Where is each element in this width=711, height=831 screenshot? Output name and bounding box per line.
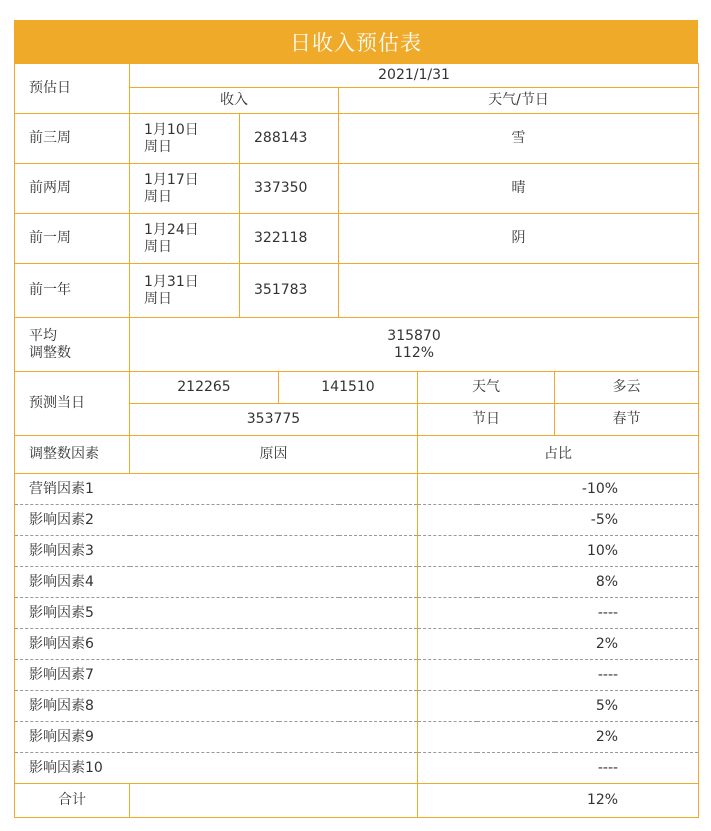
factor-row xyxy=(15,691,699,722)
history-label: 前三周 xyxy=(15,114,130,164)
factor-ratio: ---- xyxy=(418,753,699,784)
average-label-line2: 调整数 xyxy=(29,344,71,361)
factor-row xyxy=(15,567,699,598)
history-weekday: 周日 xyxy=(144,138,172,155)
factor-reason[interactable] xyxy=(130,691,418,722)
factor-row xyxy=(15,722,699,753)
factors-header-row xyxy=(15,436,699,474)
history-row xyxy=(15,264,699,318)
history-date-text: 1月31日 xyxy=(144,273,199,290)
history-weekday: 周日 xyxy=(144,290,172,307)
sheet-title: 日收入预估表 xyxy=(14,20,698,63)
forecast-sheet xyxy=(14,20,698,818)
factor-reason[interactable] xyxy=(130,474,418,505)
forecast-value-a: 212265 xyxy=(130,372,279,404)
history-weather: 晴 xyxy=(339,164,699,214)
history-income: 322118 xyxy=(240,214,339,264)
total-ratio: 12% xyxy=(418,784,699,818)
factor-reason[interactable] xyxy=(130,536,418,567)
adjust-value: 112% xyxy=(394,344,435,361)
factor-name: 影响因素7 xyxy=(15,660,130,691)
factor-ratio: -10% xyxy=(418,474,699,505)
history-date-text: 1月17日 xyxy=(144,171,199,188)
average-label xyxy=(15,318,130,372)
factor-name: 影响因素4 xyxy=(15,567,130,598)
forecast-row-1 xyxy=(15,372,699,404)
factor-reason[interactable] xyxy=(130,660,418,691)
history-date-text: 1月24日 xyxy=(144,221,199,238)
date-label: 预估日 xyxy=(15,64,130,114)
factor-name: 影响因素5 xyxy=(15,598,130,629)
factor-ratio: ---- xyxy=(418,598,699,629)
weather-value: 多云 xyxy=(555,372,699,404)
history-row xyxy=(15,114,699,164)
history-income: 351783 xyxy=(240,264,339,318)
factors-header-ratio: 占比 xyxy=(418,436,699,474)
factor-row xyxy=(15,536,699,567)
factor-name: 影响因素10 xyxy=(15,753,130,784)
forecast-value-b: 141510 xyxy=(279,372,418,404)
factor-reason[interactable] xyxy=(130,598,418,629)
factor-name: 影响因素8 xyxy=(15,691,130,722)
total-reason[interactable] xyxy=(130,784,418,818)
history-weather: 雪 xyxy=(339,114,699,164)
factor-row xyxy=(15,598,699,629)
history-label: 前两周 xyxy=(15,164,130,214)
factor-reason[interactable] xyxy=(130,505,418,536)
factor-row xyxy=(15,660,699,691)
history-date xyxy=(130,164,240,214)
factor-row xyxy=(15,629,699,660)
history-date xyxy=(130,264,240,318)
factor-reason[interactable] xyxy=(130,567,418,598)
factor-ratio: 2% xyxy=(418,629,699,660)
history-date xyxy=(130,214,240,264)
factor-name: 营销因素1 xyxy=(15,474,130,505)
holiday-value: 春节 xyxy=(555,404,699,436)
weather-label: 天气 xyxy=(418,372,555,404)
factor-ratio: -5% xyxy=(418,505,699,536)
forecast-total: 353775 xyxy=(130,404,418,436)
factor-reason[interactable] xyxy=(130,629,418,660)
factor-ratio: 5% xyxy=(418,691,699,722)
factor-ratio: 2% xyxy=(418,722,699,753)
factors-header-label: 调整数因素 xyxy=(15,436,130,474)
forecast-label: 预测当日 xyxy=(15,372,130,436)
average-values xyxy=(130,318,699,372)
history-row xyxy=(15,164,699,214)
history-weather xyxy=(339,264,699,318)
average-label-line1: 平均 xyxy=(29,327,57,344)
factor-ratio: ---- xyxy=(418,660,699,691)
total-row xyxy=(15,784,699,818)
history-weather: 阴 xyxy=(339,214,699,264)
factor-ratio: 8% xyxy=(418,567,699,598)
factor-row xyxy=(15,753,699,784)
header-row-date xyxy=(15,64,699,88)
forecast-date: 2021/1/31 xyxy=(130,64,699,88)
holiday-label: 节日 xyxy=(418,404,555,436)
history-weekday: 周日 xyxy=(144,238,172,255)
factors-header-reason: 原因 xyxy=(130,436,418,474)
forecast-table xyxy=(14,63,699,818)
factor-name: 影响因素3 xyxy=(15,536,130,567)
history-income: 337350 xyxy=(240,164,339,214)
history-income: 288143 xyxy=(240,114,339,164)
history-label: 前一年 xyxy=(15,264,130,318)
history-weekday: 周日 xyxy=(144,188,172,205)
weather-holiday-label: 天气/节日 xyxy=(339,88,699,114)
factor-name: 影响因素6 xyxy=(15,629,130,660)
factor-name: 影响因素9 xyxy=(15,722,130,753)
factor-reason[interactable] xyxy=(130,753,418,784)
factor-row xyxy=(15,505,699,536)
factor-reason[interactable] xyxy=(130,722,418,753)
history-label: 前一周 xyxy=(15,214,130,264)
factor-row xyxy=(15,474,699,505)
history-date-text: 1月10日 xyxy=(144,121,199,138)
average-row xyxy=(15,318,699,372)
total-label: 合计 xyxy=(15,784,130,818)
income-label: 收入 xyxy=(130,88,339,114)
factor-name: 影响因素2 xyxy=(15,505,130,536)
factor-ratio: 10% xyxy=(418,536,699,567)
history-date xyxy=(130,114,240,164)
history-row xyxy=(15,214,699,264)
average-value: 315870 xyxy=(387,327,441,344)
